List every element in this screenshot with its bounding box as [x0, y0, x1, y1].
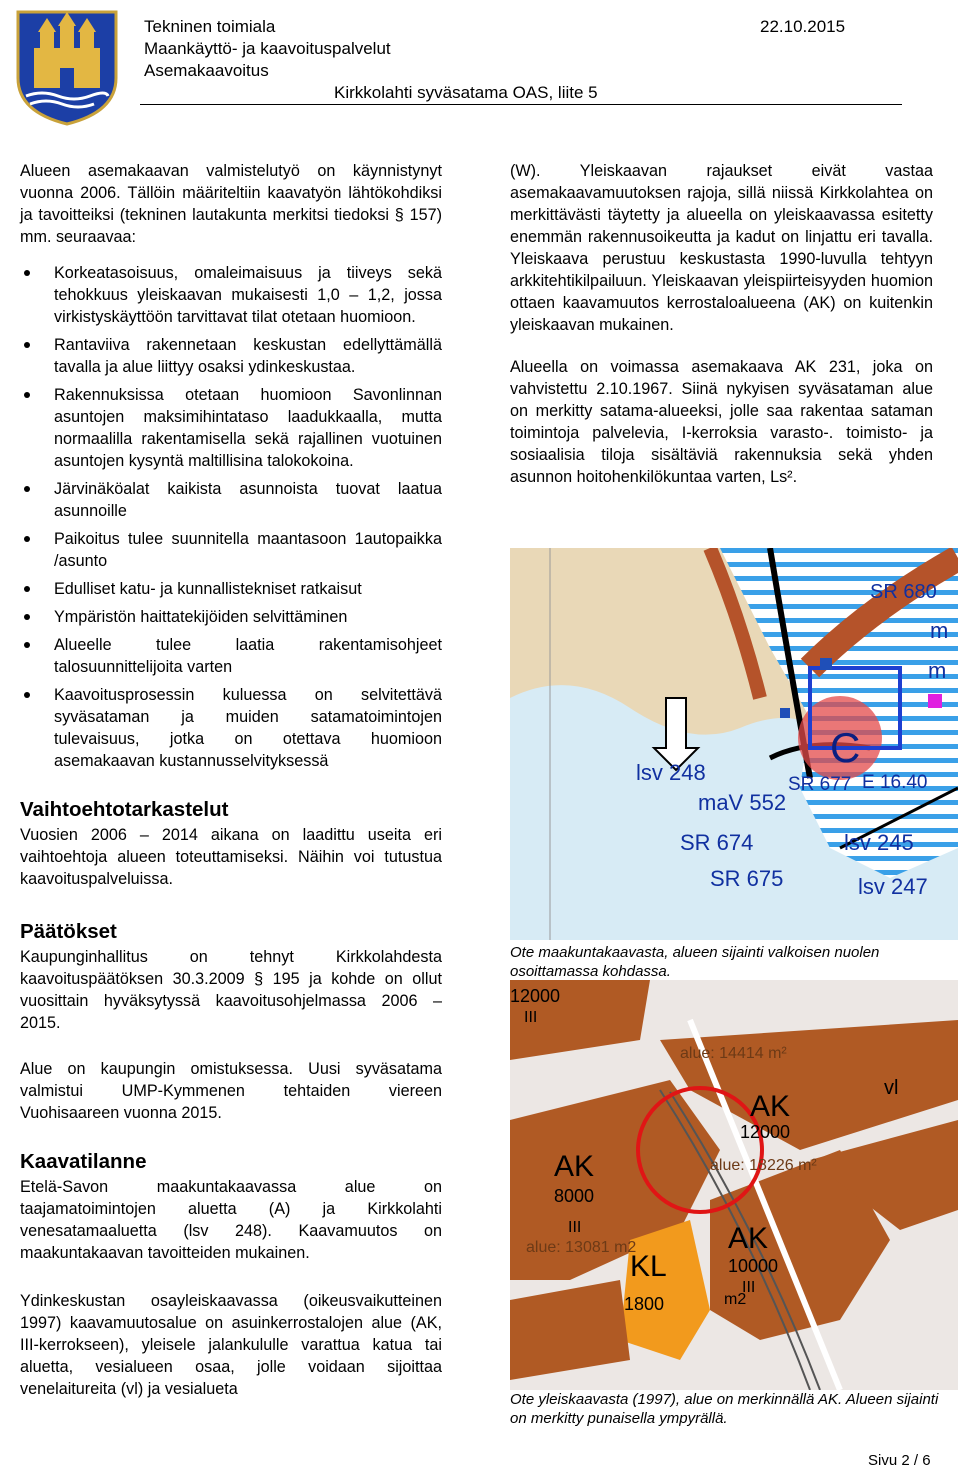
- header-department: Tekninen toimiala: [144, 17, 276, 36]
- paragraph-asemakaava: Alueella on voimassa asemakaava AK 231, joka on vahvistettu 2.10.1967. Siinä nykyisen syväsataman alue on merkitty satama-alueeksi, jolle saa rakentaa sataman toimintoja palvelevia, I-kerroksia varasto-. toimisto- ja sosiaalisia tiloja sisältäviä rakennuksia sekä yhden asunnon hoitohenkilökuntaa varten, Ls².: [510, 358, 933, 486]
- map1-label: lsv 248: [636, 760, 706, 785]
- map2-label: AK: [750, 1090, 791, 1123]
- map2-label: vl: [884, 1077, 899, 1099]
- map2-label: AK: [554, 1150, 595, 1183]
- coat-of-arms-logo: [12, 8, 122, 128]
- list-item: Rantaviiva rakennetaan keskustan edellyttämällä tavalla ja alue liittyy osaksi ydinkeskustaa.: [20, 334, 442, 378]
- list-item: Ympäristön haittatekijöiden selvittäminen: [20, 606, 442, 628]
- map2-label: III: [568, 1219, 582, 1236]
- map1-label: m: [928, 658, 947, 683]
- map2-label: m2: [724, 1291, 747, 1308]
- heading-paatokset: Päätökset: [20, 920, 117, 943]
- map1-label: lsv 245: [844, 830, 914, 855]
- map2-label: III: [524, 1009, 538, 1026]
- map1-label: SR 680: [870, 581, 937, 603]
- list-item: Paikoitus tulee suunnitella maantasoon 1autopaikka /asunto: [20, 528, 442, 572]
- heading-kaavatilanne: Kaavatilanne: [20, 1150, 147, 1173]
- map1-label: SR 675: [710, 866, 784, 891]
- intro-paragraph: Alueen asemakaavan valmistelutyö on käynnistynyt vuonna 2006. Tällöin määriteltiin kaavatyön lähtökohdiksi ja tavoitteiksi (tekninen lautakunta merkitsi tiedoksi § 157) mm. seuraavaa:: [20, 162, 442, 246]
- paragraph-yleiskaava: (W). Yleiskaavan rajaukset eivät vastaa asemakaavamuutoksen rajoja, sillä niissä Kirkkolahtea on merkittävästi täytetty ja alueella on yleiskaavassa esitetty enemmän rakennusoikeutta ja kadut on linjattu eri tavalla. Yleiskaava perustuu keskustasta 1990-luvulla tehtyyn arkkitehtikilpailuun. Yleiskaavan yleispiirteisyyden huomion ottaen kaavamuutos kerrostaloalueena (AK) on kuitenkin yleiskaavan mukainen.: [510, 162, 933, 334]
- paragraph-paatos-2: Alue on kaupungin omistuksessa. Uusi syväsatama valmistui UMP-Kymmenen tehtaiden viereen Vuohisaareen vuonna 2015.: [20, 1060, 442, 1122]
- left-column: [20, 160, 442, 1418]
- map1-label: E 16.40: [862, 772, 928, 793]
- map2-label: 1800: [624, 1294, 665, 1314]
- map1-label: SR 674: [680, 830, 754, 855]
- map1-label: SR 677: [788, 774, 852, 795]
- map1-label: C: [830, 724, 861, 771]
- goals-list: [20, 262, 442, 772]
- map2-label: 12000: [740, 1122, 791, 1142]
- paragraph-kaava-1: Etelä-Savon maakuntakaavassa alue on taajamatoimintojen aluetta (A) ja Kirkkolahti venesatamaaluetta (lsv 248). Kaavamuutos on maakuntakaavan tavoitteiden mukainen.: [20, 1178, 442, 1262]
- header-doc-title: Kirkkolahti syväsatama OAS, liite 5: [334, 83, 598, 102]
- heading-vaihtoehtotarkastelut: Vaihtoehtotarkastelut: [20, 798, 229, 821]
- header-section: Asemakaavoitus: [144, 61, 269, 80]
- paragraph-paatos-1: Kaupunginhallitus on tehnyt Kirkkolahdesta kaavoituspäätöksen 30.3.2009 § 195 ja kohde on ollut vuosittain hyväksytyssä kaavoitusohjelmassa 2006 – 2015.: [20, 948, 442, 1032]
- paragraph-kaava-2: Ydinkeskustan osayleiskaavassa (oikeusvaikutteinen 1997) kaavamuutosalue on asuinkerrostalojen alue (AK, III-kerrokseen), yleisele jalankululle varattua katua tai aluetta, vesialueen osaa, jolle voidaan sijoittaa venelaitureita (vl) ja vesialueta: [20, 1292, 442, 1398]
- map2-label: 10000: [728, 1256, 779, 1276]
- map2-label: alue: 13081 m2: [526, 1239, 637, 1256]
- list-item: Edulliset katu- ja kunnallistekniset ratkaisut: [20, 578, 442, 600]
- list-item: Korkeatasoisuus, omaleimaisuus ja tiiveys sekä tehokkuus yleiskaavan mukaisesti 1,0 – 1,2, jossa virkistyskäyttöön tarvittavat tilat otetaan huomioon.: [20, 262, 442, 328]
- caption-regional-plan: Ote maakuntakaavasta, alueen sijainti valkoisen nuolen osoittamassa kohdassa.: [510, 944, 880, 980]
- map2-label: alue: 18226 m²: [710, 1157, 817, 1174]
- header-date: 22.10.2015: [760, 17, 846, 36]
- list-item: Kaavoitusprosessin kuluessa on selvitettävä syväsataman ja muiden satamatoimintojen tulevaisuus, jotka on otettava huomioon asemakaavan kustannusselvityksessä: [20, 684, 442, 772]
- map2-label: alue: 14414 m²: [680, 1045, 787, 1062]
- map1-label: m: [930, 618, 949, 643]
- map1-label: lsv 247: [858, 874, 928, 899]
- list-item: Alueelle tulee laatia rakentamisohjeet talosuunnittelijoita varten: [20, 634, 442, 678]
- header-rule: [140, 104, 902, 105]
- paragraph-vaihtoehdot: Vuosien 2006 – 2014 aikana on laadittu useita eri vaihtoehtoja alueen toteuttamiseksi. Näihin voi tutustua kaavoituspalveluissa.: [20, 826, 442, 888]
- map2-label: AK: [728, 1222, 769, 1255]
- page-number: Sivu 2 / 6: [868, 1452, 931, 1469]
- caption-master-plan: Ote yleiskaavasta (1997), alue on merkinnällä AK. Alueen sijainti on merkitty punaisella ympyrällä.: [510, 1391, 939, 1427]
- map2-label: III: [742, 1279, 756, 1296]
- header-unit: Maankäyttö- ja kaavoituspalvelut: [144, 39, 391, 58]
- regional-plan-map: [510, 548, 958, 940]
- map2-label: KL: [630, 1250, 667, 1283]
- right-column: [510, 160, 933, 506]
- map1-label: maV 552: [698, 790, 787, 815]
- map2-label: 8000: [554, 1186, 595, 1206]
- master-plan-map: [510, 980, 958, 1390]
- list-item: Järvinäköalat kaikista asunnoista tuovat laatua asunnoille: [20, 478, 442, 522]
- map2-label: 12000: [510, 986, 561, 1006]
- list-item: Rakennuksissa otetaan huomioon Savonlinnan asuntojen maksimihintataso laadukkaalla, mutta normaalilla rakentamisella sekä rajallinen vuotuinen asuntojen kysyntä maltillisina talokokoina.: [20, 384, 442, 472]
